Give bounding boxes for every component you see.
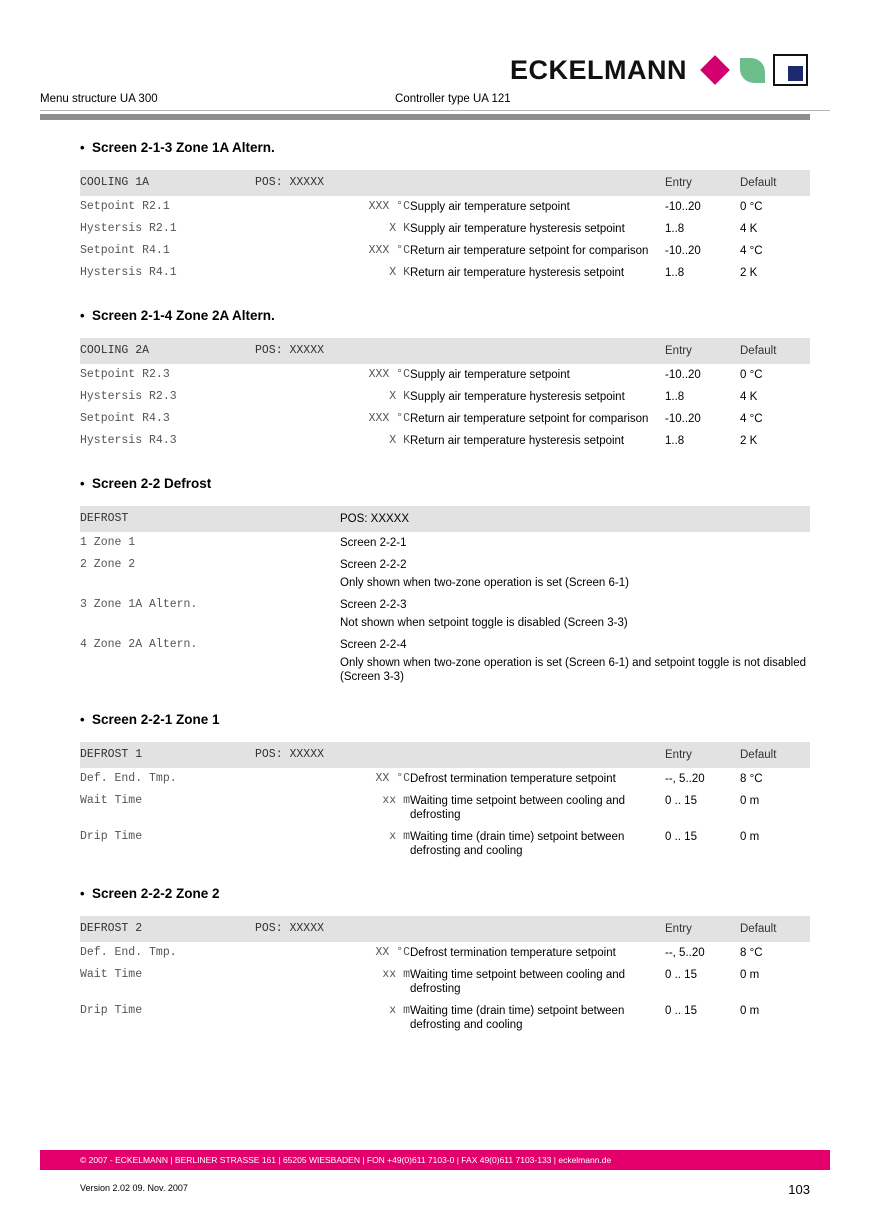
row-entry: --, 5..20 [665,773,705,785]
header-unit [340,170,410,196]
table-row [80,964,810,1000]
header-desc [410,170,665,196]
section-title: • Screen 2-2-2 Zone 2 [80,886,810,902]
section-screen-2-1-4 [80,308,810,452]
row-desc: Return air temperature hysteresis setpoint [410,435,625,447]
header-left-text: Menu structure UA 300 [40,93,158,105]
row-entry: 0 .. 15 [665,969,697,981]
header-center-text: Controller type UA 121 [395,93,511,105]
table-header-row [80,916,810,942]
row-code: Wait Time [80,968,143,981]
section-screen-2-1-3 [80,140,810,284]
section-screen-2-2-2 [80,886,810,1036]
row-default: 0 m [740,969,760,981]
row-entry: -10..20 [665,413,701,425]
header-code: COOLING 2A [80,344,150,357]
row-code: Drip Time [80,1004,143,1017]
table-row [80,386,810,408]
footer-bar [40,1150,830,1170]
row-code: Hystersis R4.3 [80,434,177,447]
header-code: DEFROST 2 [80,922,143,935]
row-desc: Defrost termination temperature setpoint [410,773,616,785]
header-entry: Entry [665,177,692,189]
row-entry: 0 .. 15 [665,795,697,807]
row-code: Hystersis R2.3 [80,390,177,403]
row-code: Def. End. Tmp. [80,946,177,959]
header-desc [410,916,665,942]
table-row [80,768,810,790]
header-entry: Entry [665,923,692,935]
row-unit: xx m [382,968,410,981]
row-desc-group [340,634,810,688]
header-pos: POS: XXXXX [340,513,410,525]
header-pos: POS: XXXXX [255,748,325,761]
row-desc: Supply air temperature setpoint [410,201,570,213]
row-desc: Screen 2-2-3 [340,599,407,611]
row-code: Setpoint R4.1 [80,244,170,257]
row-code: Setpoint R2.1 [80,200,170,213]
row-unit: XX °C [375,946,410,959]
row-unit: XXX °C [368,200,410,213]
row-default: 8 °C [740,947,763,959]
brand-wordmark: ECKELMANN [510,54,687,85]
row-entry: 0 .. 15 [665,831,697,843]
table-row [80,218,810,240]
row-note: Only shown when two-zone operation is set (Screen 6-1) and setpoint toggle is not disabled (Screen 3-3) [340,657,807,683]
table-row [80,430,810,452]
row-default: 4 K [740,391,758,403]
header-pos: POS: XXXXX [255,176,325,189]
row-code: Setpoint R2.3 [80,368,170,381]
row-code: 4 Zone 2A Altern. [80,638,198,651]
header-bar [40,114,810,120]
row-entry: -10..20 [665,369,701,381]
footer-copyright: © 2007 - ECKELMANN | BERLINER STRASSE 161 | 65205 WIESBADEN | FON +49(0)611 7103-0 | FAX 49(0)611 7103-133 | eckelmann.de [80,1155,612,1165]
row-unit: X K [389,266,410,279]
table-row [80,408,810,430]
header-code: DEFROST 1 [80,748,143,761]
row-desc: Return air temperature setpoint for comparison [410,245,649,257]
row-desc: Supply air temperature hysteresis setpoint [410,223,625,235]
row-desc: Supply air temperature setpoint [410,369,570,381]
header-default: Default [740,923,777,935]
row-desc: Defrost termination temperature setpoint [410,947,616,959]
row-default: 0 m [740,1005,760,1017]
row-desc: Screen 2-2-2 [340,559,407,571]
row-default: 0 m [740,831,760,843]
section-title: • Screen 2-2-1 Zone 1 [80,712,810,728]
table-row [80,554,810,594]
row-default: 0 °C [740,369,763,381]
table-row [80,942,810,964]
table-header-row [80,338,810,364]
table-row [80,240,810,262]
table-row [80,790,810,826]
row-code: Def. End. Tmp. [80,772,177,785]
row-entry: -10..20 [665,201,701,213]
row-desc: Waiting time setpoint between cooling and defrosting [410,969,626,995]
row-code: Hystersis R4.1 [80,266,177,279]
table-header-row [80,506,810,532]
header-desc [410,338,665,364]
row-default: 0 m [740,795,760,807]
table-row [80,826,810,862]
table-row [80,196,810,218]
row-code: Setpoint R4.3 [80,412,170,425]
header-desc [410,742,665,768]
row-code: Hystersis R2.1 [80,222,177,235]
row-code: 3 Zone 1A Altern. [80,598,198,611]
header-unit [340,338,410,364]
section-title: • Screen 2-1-3 Zone 1A Altern. [80,140,810,156]
row-code: 1 Zone 1 [80,536,136,549]
row-desc: Waiting time (drain time) setpoint between defrosting and cooling [410,831,625,857]
row-unit: XXX °C [368,244,410,257]
header-code: COOLING 1A [80,176,150,189]
footer-page-number: 103 [788,1182,810,1197]
row-entry: 1..8 [665,267,685,279]
footer-version: Version 2.02 09. Nov. 2007 [80,1183,188,1193]
row-entry: -10..20 [665,245,701,257]
parameter-table [80,170,810,284]
row-desc-group [340,554,810,594]
table-row [80,532,810,554]
row-default: 0 °C [740,201,763,213]
row-note: Only shown when two-zone operation is set (Screen 6-1) [340,577,629,589]
table-row [80,634,810,688]
logo-marks [697,54,808,86]
row-code: Drip Time [80,830,143,843]
row-code: Wait Time [80,794,143,807]
row-unit: xx m [382,794,410,807]
row-desc: Return air temperature setpoint for comparison [410,413,649,425]
row-desc: Screen 2-2-1 [340,537,407,549]
header-entry: Entry [665,749,692,761]
section-screen-2-2 [80,476,810,688]
header-pos: POS: XXXXX [255,922,325,935]
table-row [80,262,810,284]
header-default: Default [740,177,777,189]
row-default: 8 °C [740,773,763,785]
header-unit [340,742,410,768]
defrost-menu-table [80,506,810,688]
row-desc-group [340,594,810,634]
row-default: 2 K [740,267,758,279]
row-unit: XXX °C [368,412,410,425]
row-desc: Waiting time (drain time) setpoint between defrosting and cooling [410,1005,625,1031]
table-header-row [80,742,810,768]
table-header-row [80,170,810,196]
section-title: • Screen 2-2 Defrost [80,476,810,492]
section-title: • Screen 2-1-4 Zone 2A Altern. [80,308,810,324]
header-pos: POS: XXXXX [255,344,325,357]
row-unit: x m [389,1004,410,1017]
row-unit: x m [389,830,410,843]
row-desc: Waiting time setpoint between cooling and defrosting [410,795,626,821]
row-entry: 1..8 [665,435,685,447]
parameter-table [80,742,810,862]
diamond-icon [697,54,732,86]
row-entry: 1..8 [665,391,685,403]
header-rule [40,110,830,111]
header-entry: Entry [665,345,692,357]
row-default: 4 °C [740,245,763,257]
parameter-table [80,916,810,1036]
section-screen-2-2-1 [80,712,810,862]
row-note: Not shown when setpoint toggle is disabled (Screen 3-3) [340,617,628,629]
row-code: 2 Zone 2 [80,558,136,571]
square-icon [773,54,808,86]
row-desc: Screen 2-2-4 [340,639,407,651]
row-entry: 1..8 [665,223,685,235]
row-desc: Return air temperature hysteresis setpoint [410,267,625,279]
row-default: 4 °C [740,413,763,425]
table-row [80,364,810,386]
document-content [80,140,810,1060]
leaf-icon [735,54,770,86]
row-unit: XXX °C [368,368,410,381]
header-default: Default [740,749,777,761]
row-unit: X K [389,390,410,403]
row-entry: 0 .. 15 [665,1005,697,1017]
row-default: 2 K [740,435,758,447]
row-unit: XX °C [375,772,410,785]
header-unit [340,916,410,942]
table-row [80,594,810,634]
table-row [80,1000,810,1036]
row-desc: Supply air temperature hysteresis setpoint [410,391,625,403]
row-default: 4 K [740,223,758,235]
row-unit: X K [389,222,410,235]
brand-logo-group [510,54,808,86]
row-unit: X K [389,434,410,447]
parameter-table [80,338,810,452]
row-entry: --, 5..20 [665,947,705,959]
header-default: Default [740,345,777,357]
header-code: DEFROST [80,512,129,525]
